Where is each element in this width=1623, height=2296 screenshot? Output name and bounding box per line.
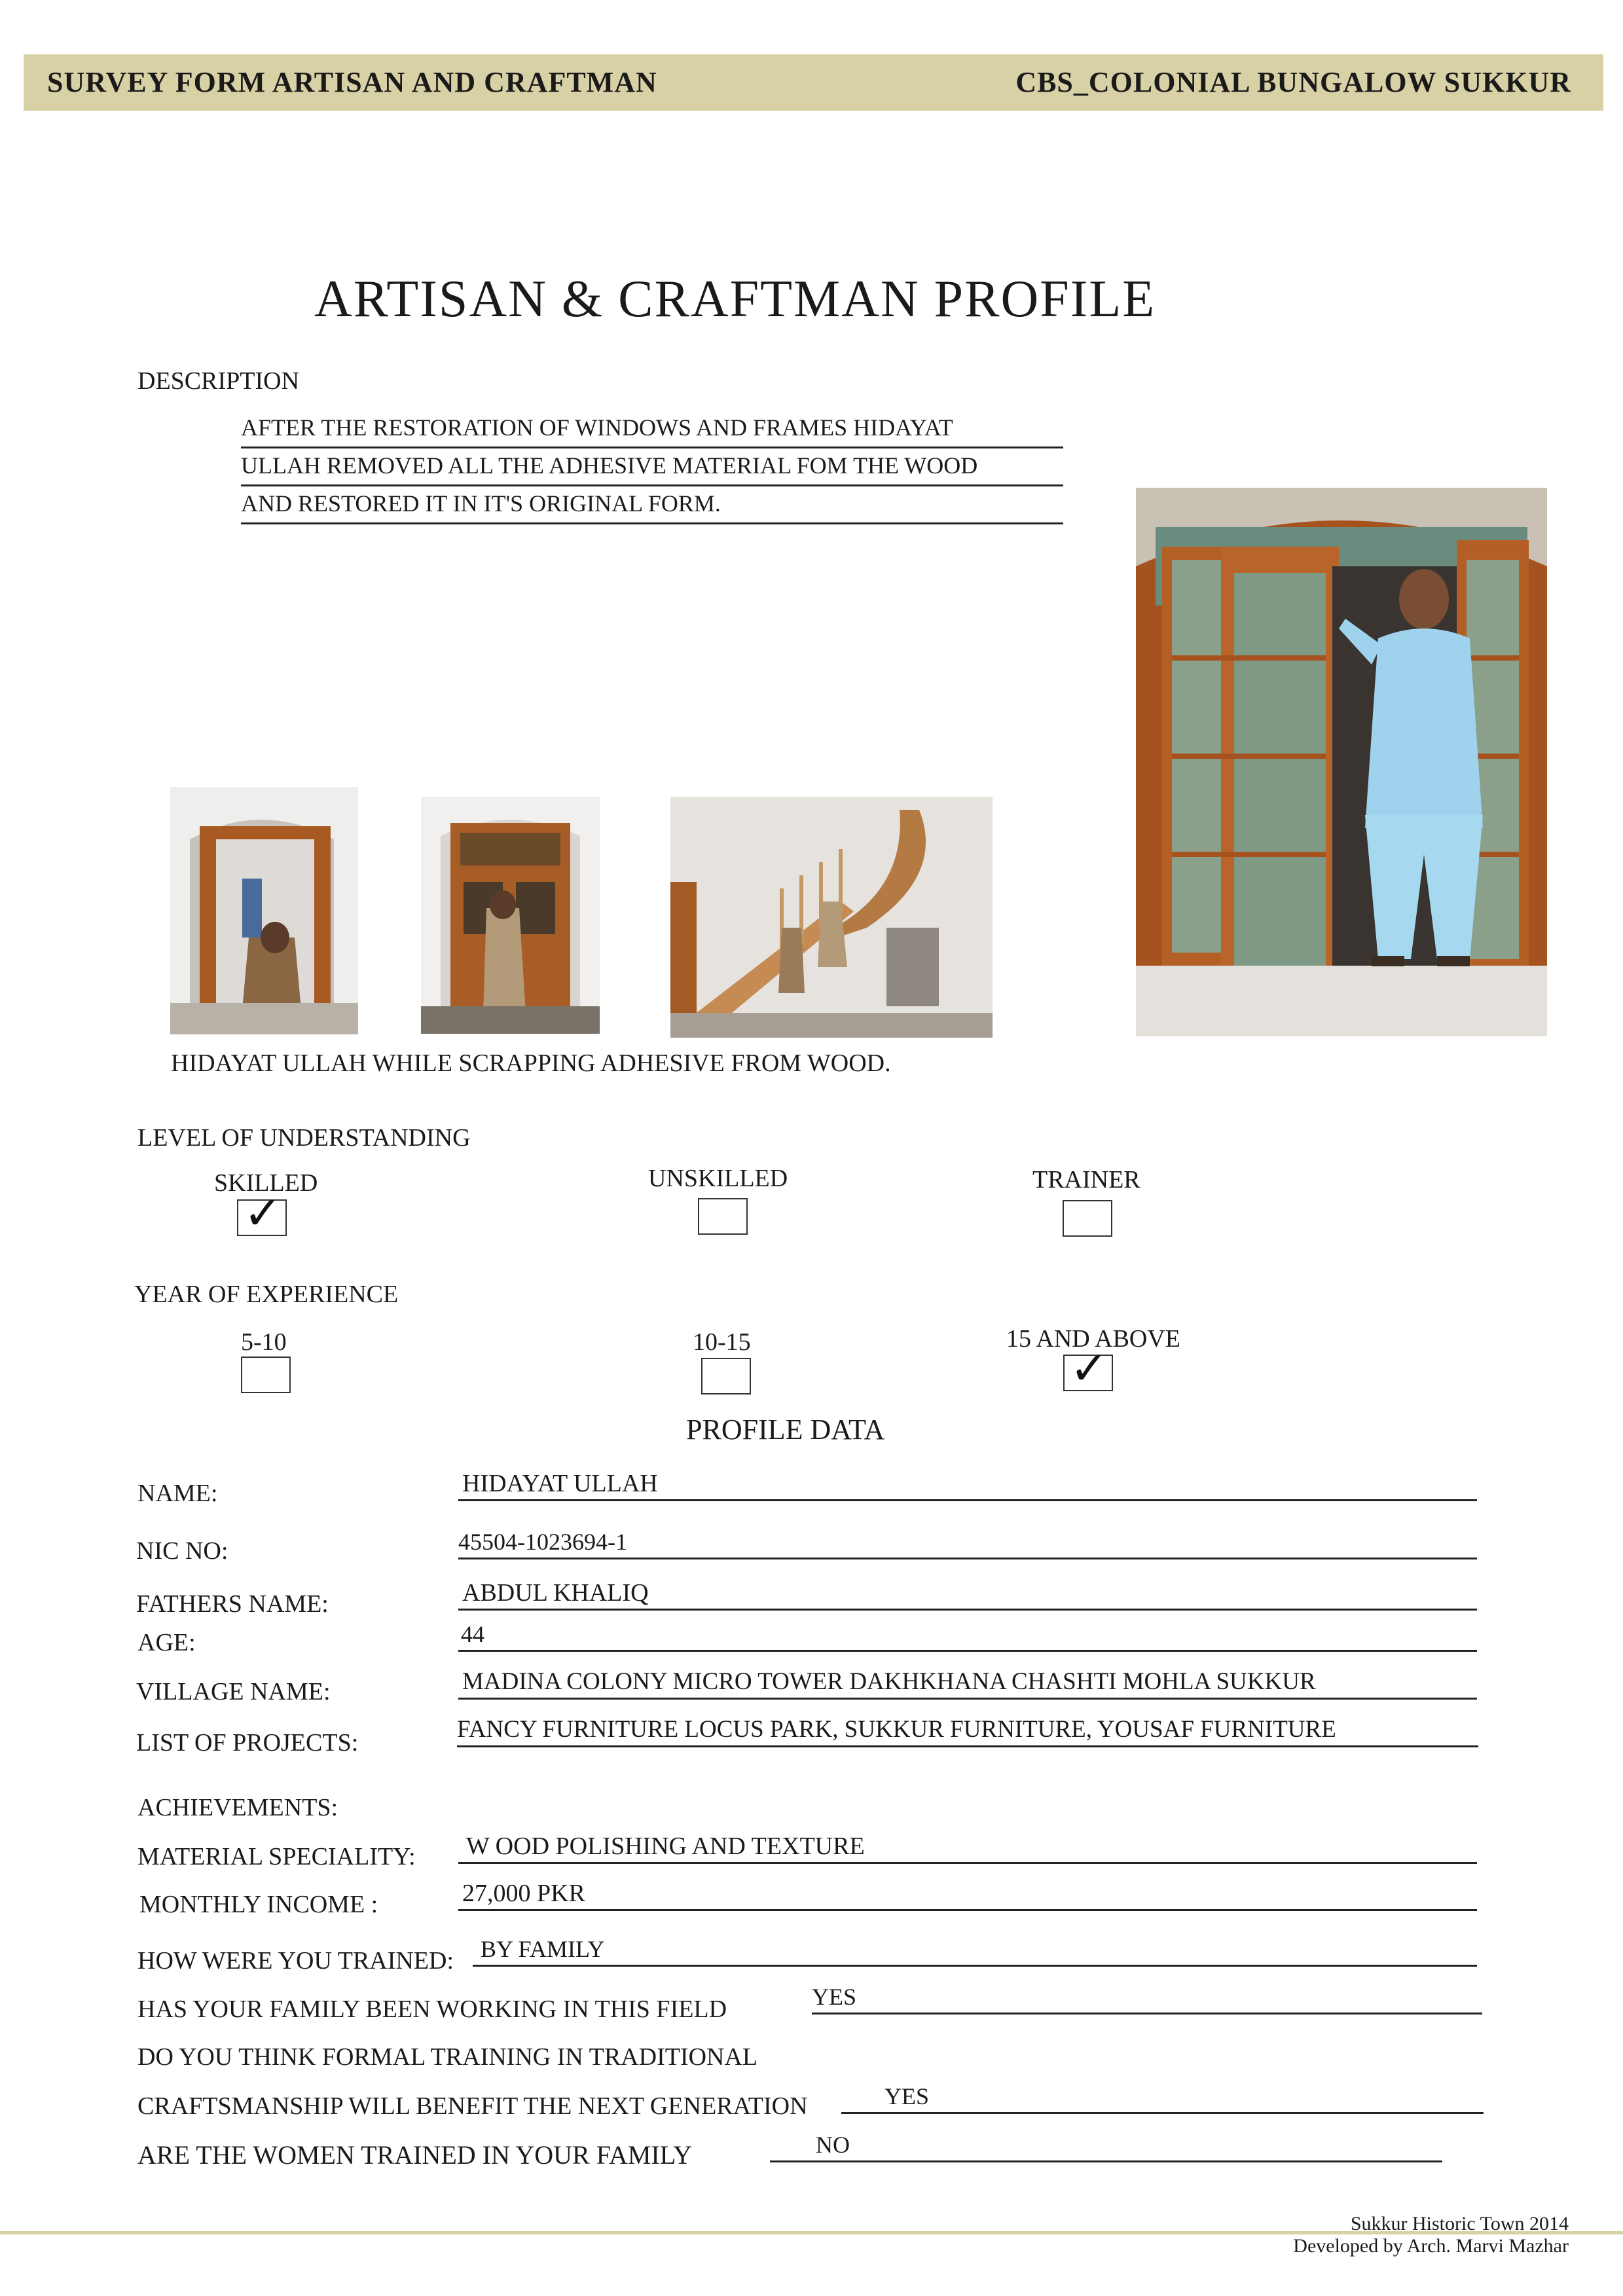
- projects-value: FANCY FURNITURE LOCUS PARK, SUKKUR FURNITURE, YOUSAF FURNITURE: [457, 1716, 1336, 1743]
- material-label: MATERIAL SPECIALITY:: [137, 1843, 416, 1870]
- work-photo-2: [421, 797, 600, 1034]
- trained-field[interactable]: [473, 1935, 1477, 1967]
- material-value: W OOD POLISHING AND TEXTURE: [466, 1832, 865, 1860]
- village-field[interactable]: [458, 1667, 1477, 1700]
- option-unskilled-label: UNSKILLED: [648, 1165, 788, 1192]
- checkbox-15-above[interactable]: [1063, 1341, 1113, 1395]
- photo-caption: HIDAYAT ULLAH WHILE SCRAPPING ADHESIVE FROM WOOD.: [171, 1049, 891, 1077]
- income-value: 27,000 PKR: [462, 1880, 585, 1907]
- projects-field[interactable]: [457, 1715, 1478, 1747]
- father-name-value: ABDUL KHALIQ: [462, 1579, 649, 1607]
- women-trained-field[interactable]: [770, 2130, 1442, 2162]
- women-trained-value: NO: [816, 2132, 850, 2158]
- formal-training-field[interactable]: [841, 2082, 1484, 2114]
- checkbox-trainer[interactable]: [1063, 1200, 1112, 1237]
- name-field[interactable]: [458, 1469, 1477, 1501]
- option-10-15-label: 10-15: [693, 1328, 751, 1356]
- checkbox-skilled[interactable]: [237, 1186, 287, 1240]
- artisan-portrait-photo: [1136, 488, 1547, 1036]
- trained-label: HOW WERE YOU TRAINED:: [137, 1947, 454, 1975]
- profile-data-heading: PROFILE DATA: [686, 1413, 885, 1446]
- description-line-1: AFTER THE RESTORATION OF WINDOWS AND FRAMES HIDAYAT: [241, 412, 1063, 448]
- material-field[interactable]: [458, 1832, 1477, 1864]
- name-value: HIDAYAT ULLAH: [462, 1470, 658, 1497]
- income-label: MONTHLY INCOME :: [139, 1891, 378, 1918]
- description-label: DESCRIPTION: [137, 367, 300, 395]
- family-field-label: HAS YOUR FAMILY BEEN WORKING IN THIS FIELD: [137, 1995, 727, 2023]
- checkbox-10-15[interactable]: [701, 1358, 751, 1394]
- nic-label: NIC NO:: [136, 1537, 228, 1565]
- footer-line-2: Developed by Arch. Marvi Mazhar: [1293, 2235, 1569, 2257]
- income-field[interactable]: [458, 1879, 1477, 1911]
- footer-line-1: Sukkur Historic Town 2014: [1350, 2213, 1569, 2234]
- header-left-title: SURVEY FORM ARTISAN AND CRAFTMAN: [47, 66, 657, 98]
- description-line-3: AND RESTORED IT IN IT'S ORIGINAL FORM.: [241, 488, 1063, 524]
- understanding-label: LEVEL OF UNDERSTANDING: [137, 1124, 471, 1152]
- checkmark-icon: ✓: [1070, 1341, 1108, 1395]
- option-15-above-label: 15 AND ABOVE: [1006, 1325, 1181, 1353]
- father-name-field[interactable]: [458, 1578, 1477, 1611]
- village-value: MADINA COLONY MICRO TOWER DAKHKHANA CHASHTI MOHLA SUKKUR: [462, 1668, 1316, 1695]
- age-field[interactable]: [458, 1620, 1477, 1652]
- checkbox-unskilled[interactable]: [698, 1198, 748, 1235]
- trained-value: BY FAMILY: [481, 1936, 605, 1962]
- work-photo-1: [170, 787, 358, 1034]
- women-trained-label: ARE THE WOMEN TRAINED IN YOUR FAMILY: [137, 2140, 693, 2170]
- projects-label: LIST OF PROJECTS:: [136, 1729, 359, 1757]
- family-field[interactable]: [812, 1982, 1482, 2014]
- option-trainer-label: TRAINER: [1032, 1166, 1140, 1194]
- father-name-label: FATHERS NAME:: [136, 1590, 329, 1618]
- formal-training-label-2: CRAFTSMANSHIP WILL BENEFIT THE NEXT GENERATION: [137, 2092, 808, 2120]
- option-5-10-label: 5-10: [241, 1328, 287, 1356]
- option-skilled-label: SKILLED: [214, 1169, 318, 1197]
- nic-value: 45504-1023694-1: [458, 1529, 627, 1555]
- achievements-label: ACHIEVEMENTS:: [137, 1794, 338, 1821]
- description-line-2: ULLAH REMOVED ALL THE ADHESIVE MATERIAL FOM THE WOOD: [241, 450, 1063, 486]
- formal-training-label-1: DO YOU THINK FORMAL TRAINING IN TRADITIONAL: [137, 2043, 758, 2071]
- age-label: AGE:: [137, 1629, 196, 1656]
- village-label: VILLAGE NAME:: [136, 1678, 331, 1705]
- nic-field[interactable]: [458, 1527, 1477, 1559]
- formal-training-value: YES: [884, 2083, 930, 2109]
- checkbox-5-10[interactable]: [241, 1357, 291, 1393]
- work-photo-3: [670, 797, 993, 1038]
- experience-label: YEAR OF EXPERIENCE: [134, 1281, 399, 1308]
- family-value: YES: [812, 1984, 857, 2010]
- header-right-title: CBS_COLONIAL BUNGALOW SUKKUR: [1015, 66, 1571, 98]
- page-title: ARTISAN & CRAFTMAN PROFILE: [314, 270, 1156, 328]
- name-label: NAME:: [137, 1480, 218, 1507]
- age-value: 44: [461, 1621, 484, 1647]
- checkmark-icon: ✓: [244, 1186, 282, 1240]
